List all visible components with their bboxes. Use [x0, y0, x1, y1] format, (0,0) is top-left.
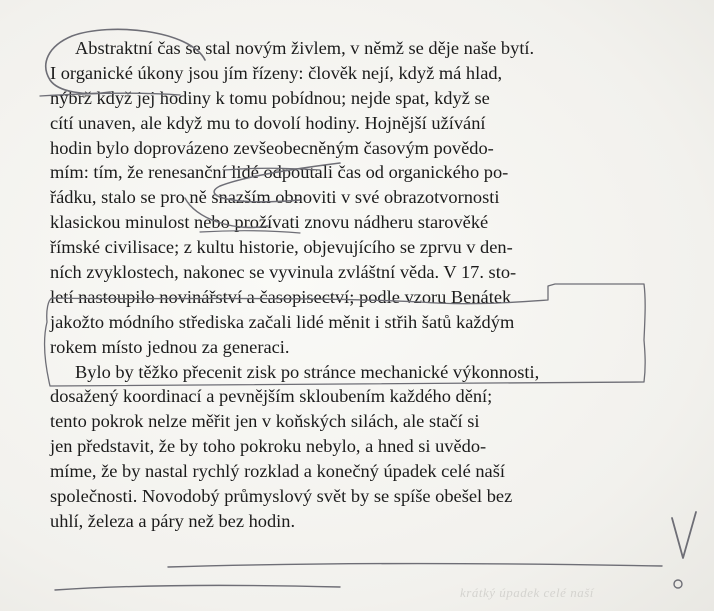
- text-line: rokem místo jednou za generaci.: [50, 336, 290, 357]
- highlight-box: [45, 284, 646, 386]
- text-line: cítí unaven, ale když mu to dovolí hodiny. Hojnější užívání: [50, 112, 486, 133]
- text-line: mím: tím, že renesanční lidé odpoutali čas od organického po-: [50, 162, 509, 183]
- underline-novodoby: [168, 563, 662, 567]
- text-line: tento pokrok nelze měřit jen v koňských silách, ale stačí si: [50, 411, 480, 432]
- text-line: dosažený koordinací a pevnějším skloubením každého dění;: [50, 386, 493, 407]
- text-line: klasickou minulost nebo prožívati znovu nádheru starověké: [50, 212, 489, 233]
- text-line: uhlí, železa a páry než bez hodin.: [50, 510, 296, 531]
- underline-last-line: [55, 585, 340, 590]
- text-line: římské civilisace; z kultu historie, objevujícího se zprvu v den-: [50, 237, 513, 258]
- circle-mark-top-left: [46, 29, 205, 93]
- text-line: nýbrž když jej hodiny k tomu pobídnou; nejde spat, když se: [50, 87, 490, 108]
- text-line: letí nastoupilo novinářství a časopisectví; podle vzoru Benátek: [50, 286, 512, 307]
- text-line: jakožto módního střediska začali lidé měnit i střih šatů každým: [50, 311, 515, 332]
- text-line: ních zvyklostech, nakonec se vyvinula zvláštní věda. V 17. sto-: [50, 262, 517, 283]
- text-line: Bylo by těžko přecenit zisk po stránce mechanické výkonnosti,: [75, 361, 540, 382]
- bleed-through-text: krátký úpadek celé naší: [460, 585, 594, 600]
- text-line: řádku, stalo se pro ně snazším obnoviti v své obrazotvornosti: [50, 187, 500, 208]
- margin-small-circle: [674, 580, 682, 588]
- margin-check-mark: [672, 512, 696, 558]
- text-line: jen představit, že by toho pokroku nebylo, a hned si uvědo-: [50, 436, 487, 457]
- text-line: I organické úkony jsou jím řízeny: člověk nejí, když má hlad,: [50, 62, 503, 83]
- text-line: Abstraktní čas se stal novým živlem, v němž se děje naše bytí.: [75, 38, 535, 58]
- underline-dopravazeno: [225, 168, 320, 170]
- underline-first-lines: [40, 93, 180, 96]
- text-line: hodin bylo doprovázeno zevšeobecněným časovým povědo-: [50, 137, 494, 158]
- text-line: společnosti. Novodobý průmyslový svět by se spíše obešel bez: [50, 486, 513, 507]
- text-line: míme, že by nastal rychlý rozklad a konečný úpadek celé naší: [50, 461, 505, 482]
- underline-stalo: [200, 231, 300, 233]
